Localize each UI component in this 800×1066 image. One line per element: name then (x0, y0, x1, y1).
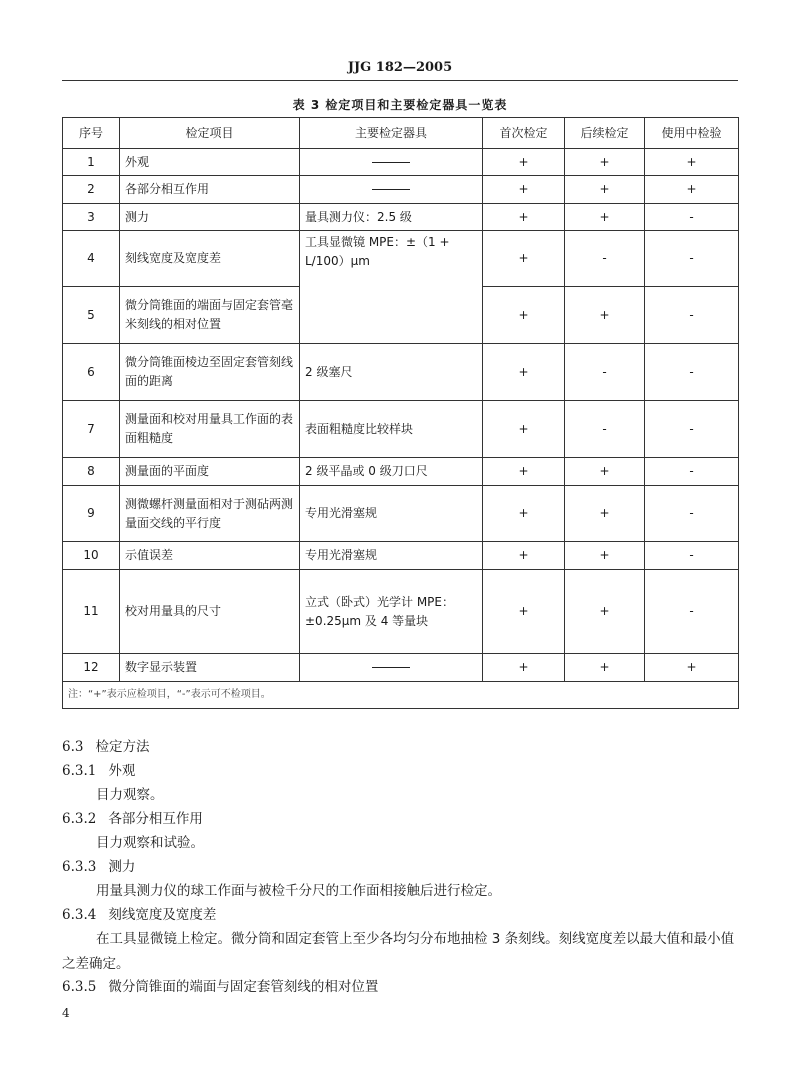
standard-code: JJG 182—2005 (347, 60, 453, 75)
check-item: 校对用量具的尺寸 (120, 570, 300, 654)
section-heading (62, 741, 738, 755)
subsequent-verification: + (565, 149, 645, 176)
section-heading (62, 861, 738, 875)
section-text: 目力观察。 (96, 787, 164, 803)
check-item: 测量面和校对用量具工作面的表面粗糙度 (120, 401, 300, 458)
table-row (63, 176, 739, 204)
table-note: 注：“+”表示应检项目，“-”表示可不检项目。 (63, 682, 739, 709)
section-title: 微分筒锥面的端面与固定套管刻线的相对位置 (108, 979, 379, 995)
section-text: 用量具测力仪的球工作面与被检千分尺的工作面相接触后进行检定。 (96, 883, 501, 899)
row-number: 3 (63, 204, 120, 231)
in-use-inspection: - (645, 570, 739, 654)
section-heading (62, 813, 738, 827)
table-row (63, 344, 739, 401)
dash-icon (372, 667, 410, 668)
check-item: 测力 (120, 204, 300, 231)
row-number: 6 (63, 344, 120, 401)
row-number: 10 (63, 542, 120, 570)
check-item: 刻线宽度及宽度差 (120, 231, 300, 287)
column-header: 首次检定 (483, 118, 565, 149)
check-item: 微分筒锥面棱边至固定套管刻线面的距离 (120, 344, 300, 401)
instrument: 工具显微镜 MPE：±（1 + L/100）μm (300, 231, 483, 344)
section-title: 测力 (108, 859, 136, 875)
section-number: 6.3.3 (62, 859, 97, 875)
column-header: 使用中检验 (645, 118, 739, 149)
row-number: 12 (63, 654, 120, 682)
column-header: 后续检定 (565, 118, 645, 149)
section-heading (62, 765, 738, 779)
section-number: 6.3.1 (62, 763, 97, 779)
row-number: 9 (63, 486, 120, 542)
check-item: 测量面的平面度 (120, 458, 300, 486)
table-row (63, 149, 739, 176)
subsequent-verification: + (565, 654, 645, 682)
first-verification: + (483, 542, 565, 570)
in-use-inspection: + (645, 654, 739, 682)
in-use-inspection: - (645, 542, 739, 570)
check-item: 数字显示装置 (120, 654, 300, 682)
instrument (300, 654, 483, 682)
first-verification: + (483, 176, 565, 204)
in-use-inspection: + (645, 176, 739, 204)
subsequent-verification: + (565, 176, 645, 204)
row-number: 7 (63, 401, 120, 458)
table-row (63, 204, 739, 231)
section-number: 6.3.5 (62, 979, 97, 995)
instrument (300, 176, 483, 204)
section-title: 外观 (108, 763, 136, 779)
subsequent-verification: - (565, 401, 645, 458)
instrument: 专用光滑塞规 (300, 486, 483, 542)
header-rule (62, 80, 738, 81)
row-number: 4 (63, 231, 120, 287)
first-verification: + (483, 401, 565, 458)
in-use-inspection: - (645, 401, 739, 458)
section-heading (62, 981, 738, 995)
instrument: 量具测力仪：2.5 级 (300, 204, 483, 231)
row-number: 1 (63, 149, 120, 176)
table-note-row (63, 682, 739, 709)
first-verification: + (483, 486, 565, 542)
in-use-inspection: - (645, 486, 739, 542)
instrument: 2 级塞尺 (300, 344, 483, 401)
subsequent-verification: + (565, 287, 645, 344)
check-item: 示值误差 (120, 542, 300, 570)
first-verification: + (483, 654, 565, 682)
subsequent-verification: + (565, 458, 645, 486)
table-header-row (63, 118, 739, 149)
subsequent-verification: + (565, 570, 645, 654)
dash-icon (372, 189, 410, 190)
subsequent-verification: - (565, 231, 645, 287)
instrument: 2 级平晶或 0 级刀口尺 (300, 458, 483, 486)
table-row (63, 542, 739, 570)
in-use-inspection: - (645, 458, 739, 486)
in-use-inspection: - (645, 344, 739, 401)
section-number: 6.3.2 (62, 811, 97, 827)
section-number: 6.3 (62, 739, 84, 755)
section-paragraph: 在工具显微镜上检定。微分筒和固定套管上至少各均匀分布地抽检 3 条刻线。刻线宽度差以最大值和最小值之差确定。 (62, 931, 735, 972)
in-use-inspection: - (645, 231, 739, 287)
row-number: 11 (63, 570, 120, 654)
check-item: 测微螺杆测量面相对于测砧两测量面交线的平行度 (120, 486, 300, 542)
section-title: 各部分相互作用 (108, 811, 203, 827)
row-number: 8 (63, 458, 120, 486)
subsequent-verification: + (565, 542, 645, 570)
check-item: 微分筒锥面的端面与固定套管毫米刻线的相对位置 (120, 287, 300, 344)
section-number: 6.3.4 (62, 907, 97, 923)
instrument: 表面粗糙度比较样块 (300, 401, 483, 458)
first-verification: + (483, 149, 565, 176)
table-title: 表 3 检定项目和主要检定器具一览表 (292, 98, 508, 112)
verification-items-table (62, 117, 739, 709)
subsequent-verification: - (565, 344, 645, 401)
instrument: 立式（卧式）光学计 MPE：±0.25μm 及 4 等量块 (300, 570, 483, 654)
check-item: 外观 (120, 149, 300, 176)
in-use-inspection: - (645, 204, 739, 231)
section-title: 刻线宽度及宽度差 (108, 907, 217, 923)
table-row (63, 654, 739, 682)
dash-icon (372, 162, 410, 163)
column-header: 序号 (63, 118, 120, 149)
section-text: 目力观察和试验。 (96, 835, 204, 851)
subsequent-verification: + (565, 486, 645, 542)
first-verification: + (483, 287, 565, 344)
section-heading (62, 909, 738, 923)
instrument (300, 149, 483, 176)
first-verification: + (483, 570, 565, 654)
table-row (63, 570, 739, 654)
first-verification: + (483, 344, 565, 401)
table-row (63, 486, 739, 542)
column-header: 主要检定器具 (300, 118, 483, 149)
in-use-inspection: - (645, 287, 739, 344)
first-verification: + (483, 231, 565, 287)
column-header: 检定项目 (120, 118, 300, 149)
table-row (63, 458, 739, 486)
section-title: 检定方法 (95, 739, 150, 755)
table-row (63, 231, 739, 287)
subsequent-verification: + (565, 204, 645, 231)
first-verification: + (483, 458, 565, 486)
check-item: 各部分相互作用 (120, 176, 300, 204)
instrument: 专用光滑塞规 (300, 542, 483, 570)
in-use-inspection: + (645, 149, 739, 176)
row-number: 5 (63, 287, 120, 344)
row-number: 2 (63, 176, 120, 204)
page-number: 4 (62, 1006, 70, 1020)
table-row (63, 401, 739, 458)
first-verification: + (483, 204, 565, 231)
